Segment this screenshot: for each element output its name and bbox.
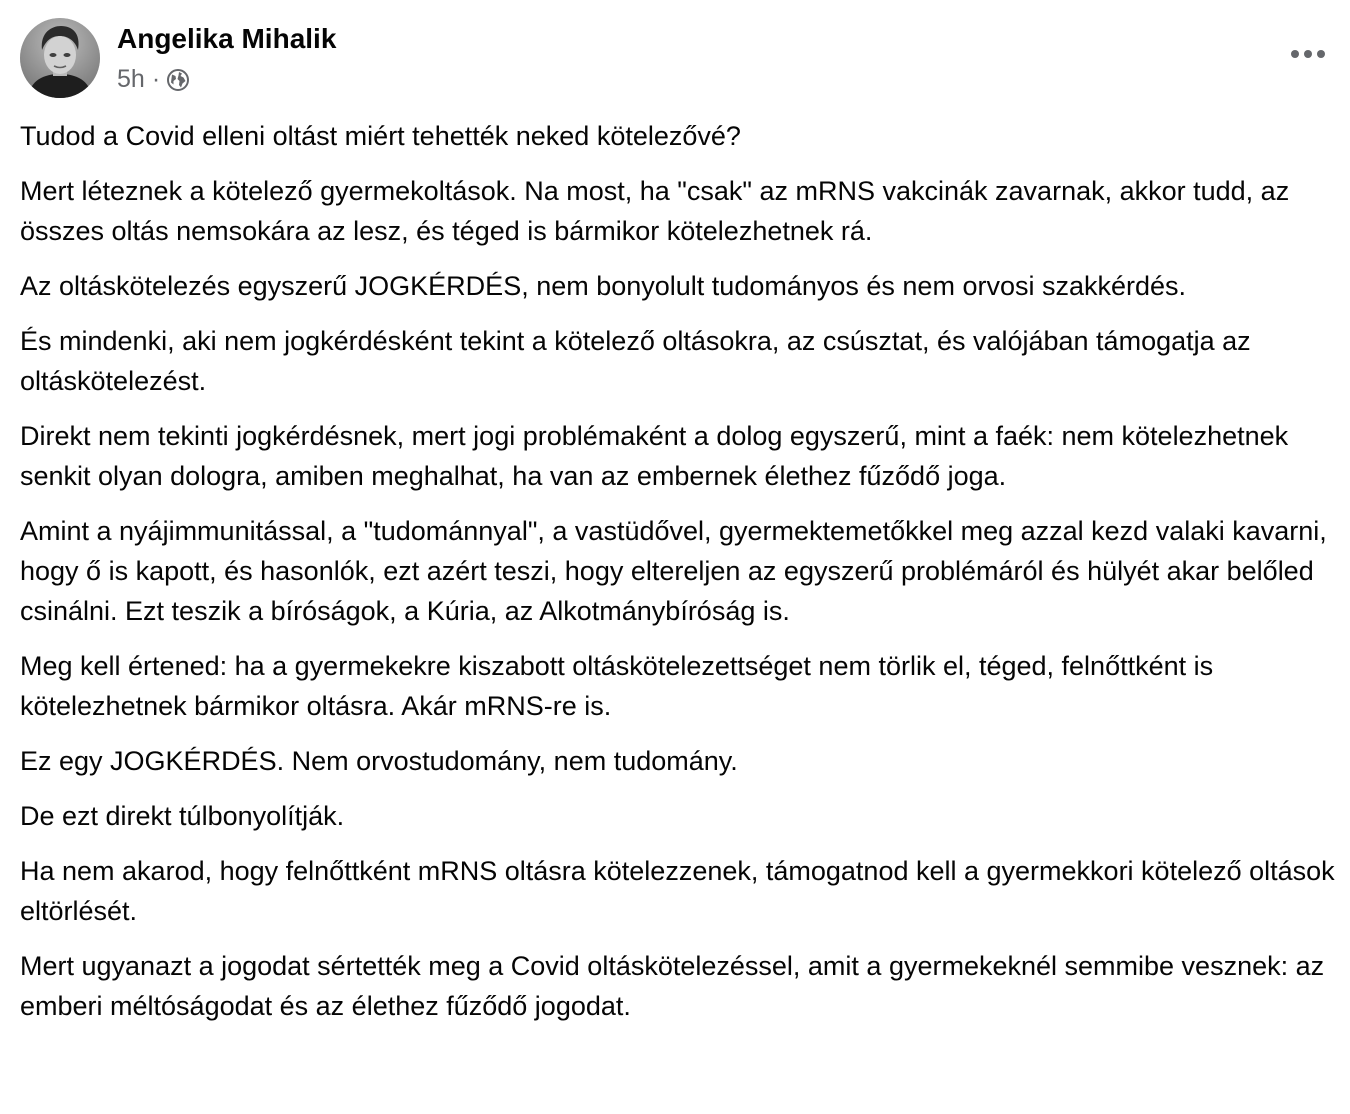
globe-icon[interactable] xyxy=(166,68,190,92)
post-paragraph: Meg kell értened: ha a gyermekekre kiszabott oltáskötelezettséget nem törlik el, téged, felnőttként is kötelezhetnek bármikor oltásra. Akár mRNS-re is. xyxy=(20,651,1214,721)
meta-separator: · xyxy=(151,64,161,93)
post-timestamp[interactable]: 5h xyxy=(117,64,145,93)
post-paragraph: Mert ugyanazt a jogodat sértették meg a Covid oltáskötelezéssel, amit a gyermekeknél semmibe vesznek: az emberi méltóságodat és az élethez fűződő jogodat. xyxy=(20,951,1325,1021)
more-options-icon xyxy=(1290,49,1326,59)
post-paragraph: Az oltáskötelezés egyszerű JOGKÉRDÉS, nem bonyolult tudományos és nem orvosi szakkérdés. xyxy=(20,271,1187,301)
post-paragraph: És mindenki, aki nem jogkérdésként tekint a kötelező oltásokra, az csúsztat, és valójában támogatja az oltáskötelezést. xyxy=(20,326,1251,396)
post-paragraph: Ha nem akarod, hogy felnőttként mRNS oltásra kötelezzenek, támogatnod kell a gyermekkori kötelező oltások eltörlését. xyxy=(20,856,1335,926)
post-meta xyxy=(117,62,190,96)
post-paragraph: Amint a nyájimmunitással, a "tudománnyal", a vastüdővel, gyermektemetőkkel meg azzal kezd valaki kavarni, hogy ő is kapott, és hasonlók, ezt azért teszi, hogy eltereljen az egyszerű problémáról és hülyét akar belőled csinálni. Ezt teszik a bíróságok, a Kúria, az Alkotmánybíróság is. xyxy=(20,516,1327,626)
post-content xyxy=(20,116,1336,1041)
more-options-button[interactable] xyxy=(1286,36,1330,72)
post-paragraph: De ezt direkt túlbonyolítják. xyxy=(20,801,345,831)
post-paragraph: Direkt nem tekinti jogkérdésnek, mert jogi problémaként a dolog egyszerű, mint a faék: nem kötelezhetnek senkit olyan dologra, amiben meghalhat, ha van az embernek élethez fűződő joga. xyxy=(20,421,1289,491)
author-name[interactable]: Angelika Mihalik xyxy=(117,23,337,54)
profile-photo-icon xyxy=(20,18,100,98)
post-header xyxy=(20,18,1330,98)
avatar[interactable] xyxy=(20,18,100,98)
post-paragraph: Ez egy JOGKÉRDÉS. Nem orvostudomány, nem tudomány. xyxy=(20,746,738,776)
post-paragraph: Tudod a Covid elleni oltást miért tehették neked kötelezővé? xyxy=(20,121,741,151)
post-paragraph: Mert léteznek a kötelező gyermekoltások. Na most, ha "csak" az mRNS vakcinák zavarnak, akkor tudd, az összes oltás nemsokára az lesz, és téged is bármikor kötelezhetnek rá. xyxy=(20,176,1290,246)
